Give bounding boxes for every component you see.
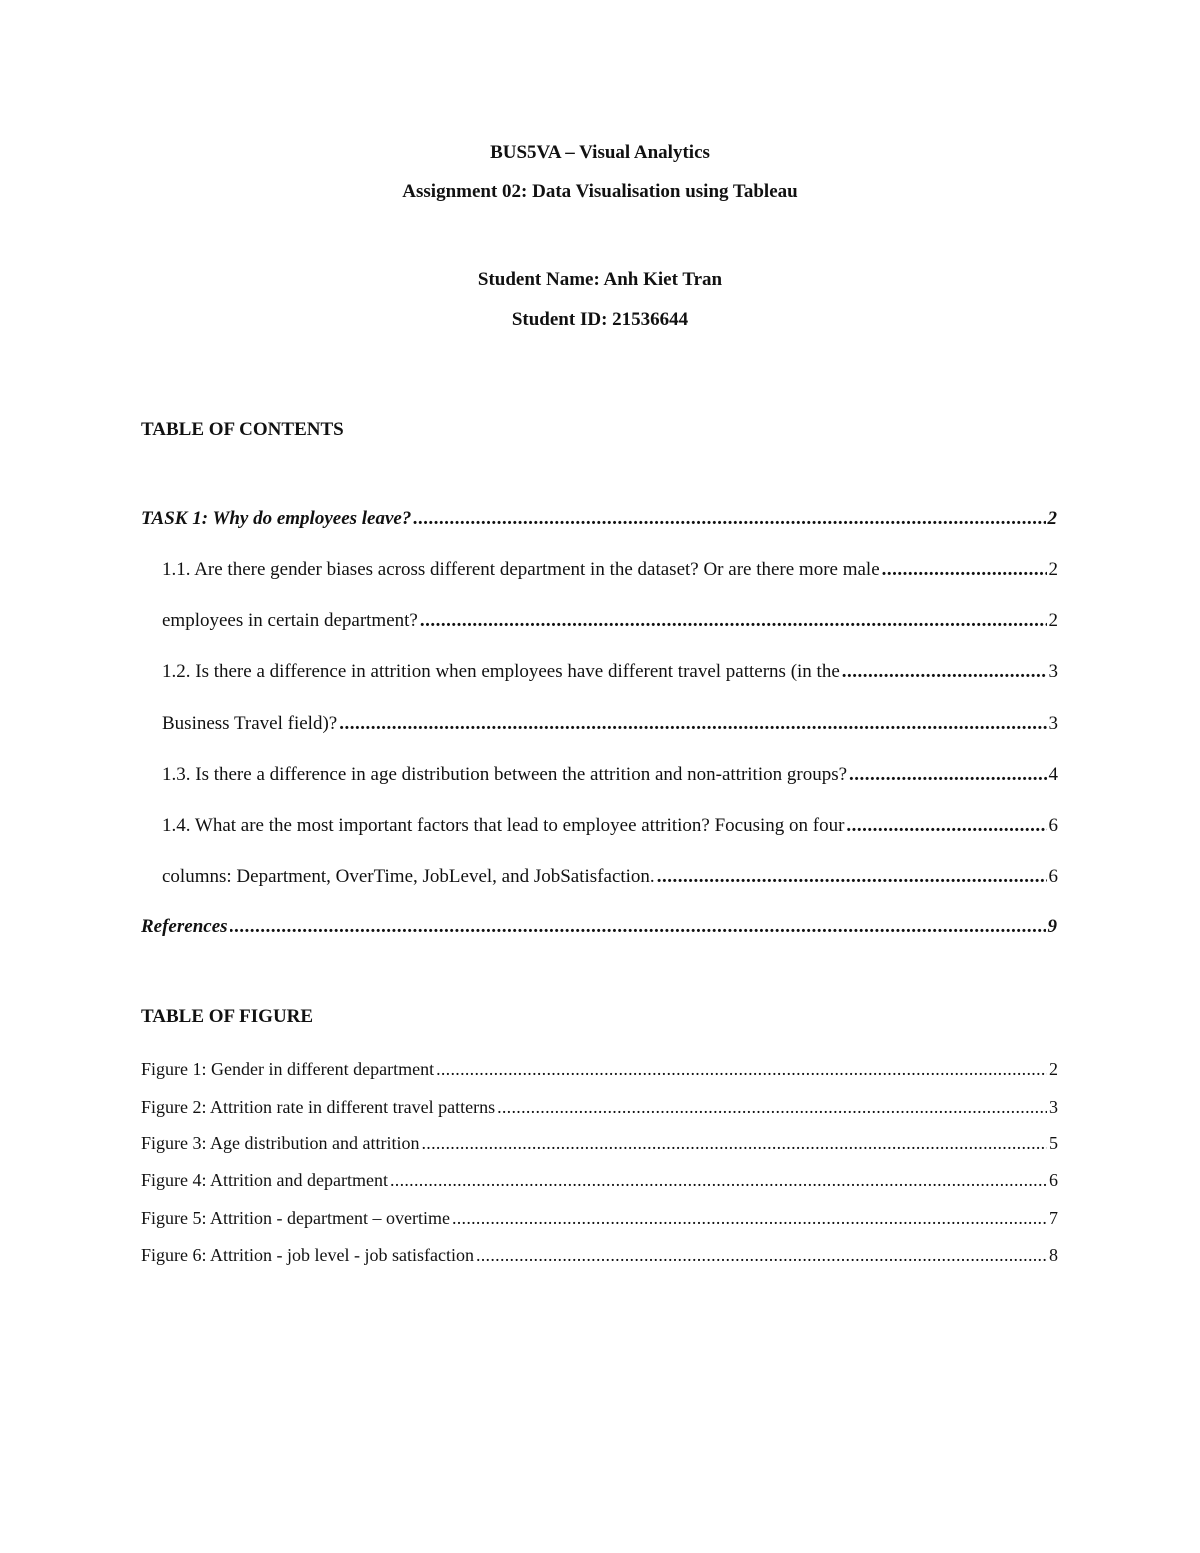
toc-leader-dots	[882, 559, 1047, 581]
toc-entry-text: employees in certain department?	[162, 610, 418, 631]
figure-entry-text: Figure 2: Attrition rate in different travel patterns	[141, 1097, 496, 1117]
toc-leader-dots	[420, 610, 1047, 632]
figure-entry-6[interactable]	[141, 1245, 1058, 1266]
toc-entry-page: 2	[1048, 559, 1058, 580]
assignment-title: Assignment 02: Data Visualisation using Tableau	[402, 181, 798, 202]
toc-entry-1-3[interactable]	[162, 764, 1058, 786]
toc-leader-dots	[849, 764, 1046, 786]
toc-leader-dots	[230, 916, 1046, 938]
toc-entry-task1[interactable]	[141, 508, 1057, 530]
student-id: Student ID: 21536644	[511, 309, 689, 330]
toc-entry-page: 3	[1048, 713, 1058, 734]
figure-entry-text: Figure 3: Age distribution and attrition	[141, 1133, 420, 1153]
figure-entry-page: 5	[1049, 1133, 1058, 1153]
figure-entry-2[interactable]	[141, 1097, 1058, 1118]
figure-entry-page: 3	[1049, 1097, 1058, 1117]
toc-entry-page: 9	[1047, 916, 1057, 937]
figure-entry-text: Figure 4: Attrition and department	[141, 1170, 388, 1190]
toc-entry-text: 1.2. Is there a difference in attrition when employees have different travel patterns (in the	[162, 661, 840, 682]
toc-entry-1-4[interactable]	[162, 815, 1058, 837]
figure-entry-page: 8	[1049, 1245, 1058, 1265]
figure-entry-text: Figure 1: Gender in different department	[141, 1059, 435, 1079]
toc-entry-1-1-cont[interactable]	[162, 610, 1058, 632]
figure-entry-4[interactable]	[141, 1170, 1058, 1191]
toc-entry-1-4-cont[interactable]	[162, 866, 1058, 888]
figure-entry-3[interactable]	[141, 1133, 1058, 1154]
toc-leader-dots	[657, 866, 1047, 888]
toc-leader-dots	[339, 713, 1046, 735]
figure-leader-dots	[421, 1133, 1047, 1154]
figure-leader-dots	[452, 1208, 1047, 1229]
figure-leader-dots	[476, 1245, 1047, 1266]
student-name: Student Name: Anh Kiet Tran	[477, 269, 723, 290]
toc-entry-text: 1.1. Are there gender biases across different department in the dataset? Or are there more male	[162, 559, 880, 580]
figure-entry-5[interactable]	[141, 1208, 1058, 1229]
toc-entry-text: columns: Department, OverTime, JobLevel, and JobSatisfaction.	[162, 866, 655, 887]
toc-entry-1-2[interactable]	[162, 661, 1058, 683]
toc-entry-page: 4	[1048, 764, 1058, 785]
toc-entry-page: 2	[1048, 610, 1058, 631]
figure-entry-text: Figure 5: Attrition - department – overtime	[141, 1208, 450, 1228]
toc-leader-dots	[842, 661, 1047, 683]
toc-heading: TABLE OF CONTENTS	[141, 419, 344, 440]
toc-entry-page: 6	[1048, 866, 1058, 887]
toc-entry-text: 1.3. Is there a difference in age distribution between the attrition and non-attrition groups?	[162, 764, 848, 785]
figure-leader-dots	[390, 1170, 1047, 1191]
figure-entry-1[interactable]	[141, 1059, 1058, 1080]
toc-entry-text: References	[141, 916, 228, 937]
toc-entry-text: Business Travel field)?	[162, 713, 338, 734]
toc-leader-dots	[846, 815, 1046, 837]
toc-entry-text: 1.4. What are the most important factors that lead to employee attrition? Focusing on four	[162, 815, 845, 836]
toc-entry-page: 6	[1048, 815, 1058, 836]
toc-entry-1-2-cont[interactable]	[162, 713, 1058, 735]
course-title: BUS5VA – Visual Analytics	[490, 142, 710, 163]
toc-entry-page: 3	[1048, 661, 1058, 682]
toc-leader-dots	[413, 508, 1045, 530]
toc-entry-references[interactable]	[141, 916, 1057, 938]
figure-entry-page: 7	[1049, 1208, 1058, 1228]
figure-entry-page: 2	[1049, 1059, 1058, 1079]
figure-entry-text: Figure 6: Attrition - job level - job satisfaction	[141, 1245, 474, 1265]
figure-entry-page: 6	[1049, 1170, 1058, 1190]
toc-entry-page: 2	[1047, 508, 1057, 529]
toc-entry-text: TASK 1: Why do employees leave?	[141, 508, 412, 529]
toc-entry-1-1[interactable]	[162, 559, 1058, 581]
figures-heading: TABLE OF FIGURE	[141, 1006, 314, 1027]
figure-leader-dots	[497, 1097, 1047, 1118]
figure-leader-dots	[436, 1059, 1047, 1080]
